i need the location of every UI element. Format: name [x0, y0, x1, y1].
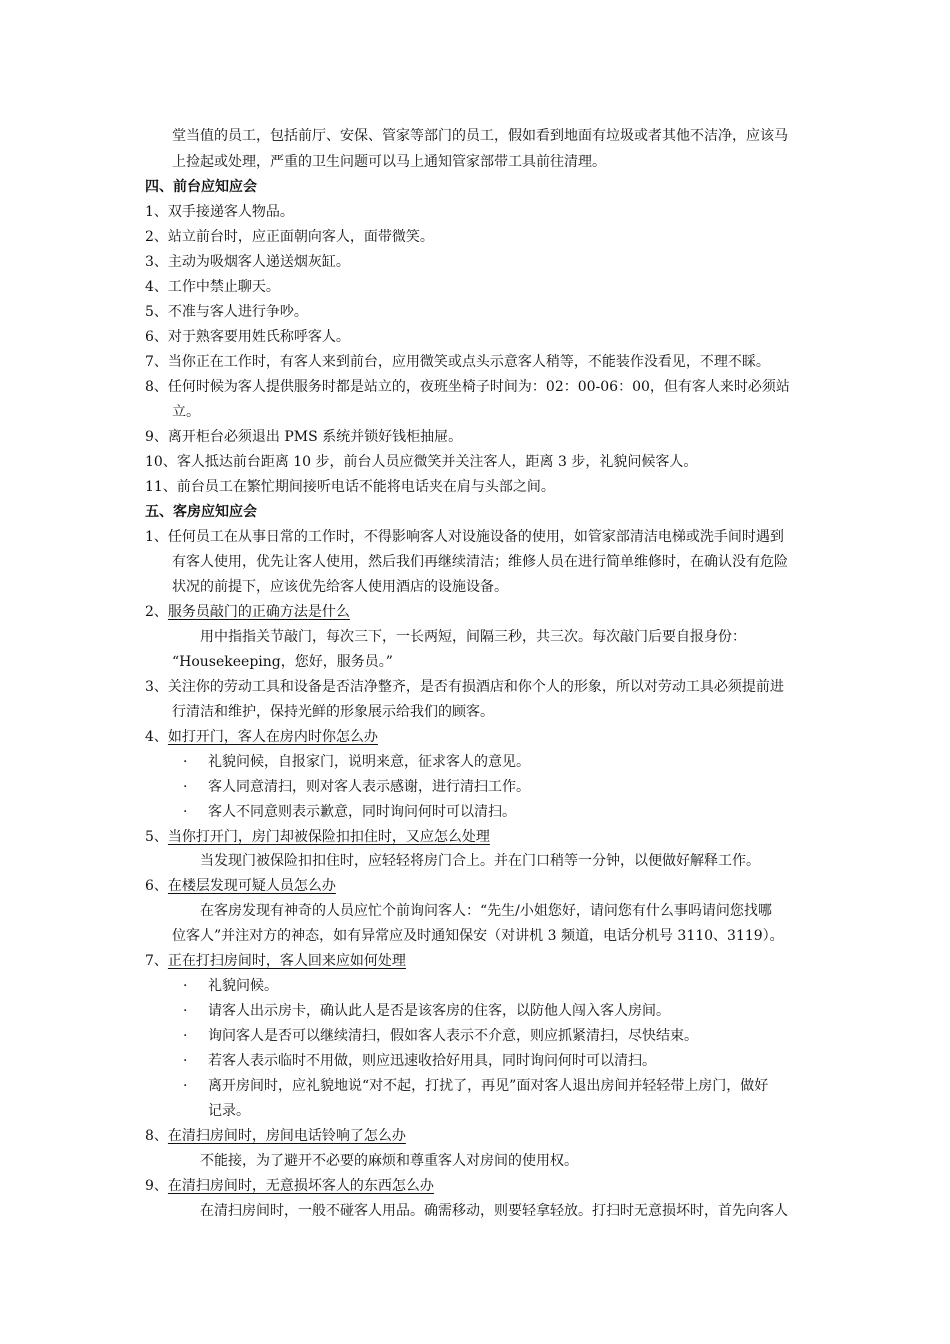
question-number: 2、 — [145, 604, 168, 620]
question-heading — [145, 827, 490, 847]
question-heading — [145, 951, 406, 971]
front-desk-item-continuation: 立。 — [172, 404, 200, 420]
question-title: 在清扫房间时，房间电话铃响了怎么办 — [167, 1128, 406, 1144]
housekeeping-item-3-line-1: 3、关注你的劳动工具和设备是否洁净整齐，是否有损酒店和你个人的形象，所以对劳动工具必须提前进 — [145, 679, 784, 695]
bullet-item: 请客人出示房卡，确认此人是否是该客房的住客，以防他人闯入客人房间。 — [208, 1003, 670, 1019]
question-title: 如打开门，客人在房内时你怎么办 — [167, 729, 378, 745]
answer-text: 在客房发现有神奇的人员应忙个前询问客人：“先生/小姐您好，请问您有什么事吗请问您找哪 — [200, 903, 772, 919]
front-desk-item: 5、不准与客人进行争吵。 — [145, 304, 308, 320]
front-desk-item: 1、双手接递客人物品。 — [145, 204, 294, 220]
answer-text: 用中指指关节敲门，每次三下，一长两短，间隔三秒，共三次。每次敲门后要自报身份： — [200, 629, 746, 645]
answer-text: 位客人”并注对方的神态，如有异常应及时通知保安（对讲机 3 频道，电话分机号 3110、3119）。 — [172, 928, 784, 944]
bullet-item: 询问客人是否可以继续清扫，假如客人表示不介意，则应抓紧清扫，尽快结束。 — [208, 1028, 698, 1044]
bullet-icon: · — [183, 978, 188, 994]
question-title: 正在打扫房间时，客人回来应如何处理 — [167, 953, 406, 969]
bullet-item-continuation: 记录。 — [208, 1103, 250, 1119]
bullet-item: 客人同意清扫，则对客人表示感谢，进行清扫工作。 — [208, 779, 530, 795]
question-heading — [145, 1126, 406, 1146]
bullet-item: 若客人表示临时不用做，则应迅速收拾好用具，同时询问何时可以清扫。 — [208, 1053, 656, 1069]
front-desk-item: 9、离开柜台必须退出 PMS 系统并锁好钱柜抽屉。 — [145, 429, 463, 445]
front-desk-item: 6、对于熟客要用姓氏称呼客人。 — [145, 329, 350, 345]
bullet-icon: · — [183, 754, 188, 770]
question-title: 在楼层发现可疑人员怎么办 — [167, 878, 336, 894]
bullet-item: 礼貌问候，自报家门，说明来意，征求客人的意见。 — [208, 754, 530, 770]
bullet-icon: · — [183, 1053, 188, 1069]
question-number: 8、 — [145, 1128, 168, 1144]
front-desk-item: 8、任何时候为客人提供服务时都是站立的，夜班坐椅子时间为：02：00-06：00，但有客人来时必须站 — [145, 379, 790, 395]
question-title: 服务员敲门的正确方法是什么 — [167, 604, 350, 620]
front-desk-item: 7、当你正在工作时，有客人来到前台，应用微笑或点头示意客人稍等，不能装作没看见，不理不睬。 — [145, 354, 770, 370]
answer-text: “Housekeeping，您好，服务员。” — [172, 654, 393, 670]
question-heading — [145, 602, 350, 622]
question-number: 6、 — [145, 878, 168, 894]
housekeeping-item-3-line-2: 行清洁和维护，保持光鲜的形象展示给我们的顾客。 — [172, 704, 494, 720]
front-desk-item: 3、主动为吸烟客人递送烟灰缸。 — [145, 254, 350, 270]
question-number: 9、 — [145, 1178, 168, 1194]
answer-text: 在清扫房间时，一般不碰客人用品。确需移动，则要轻拿轻放。打扫时无意损坏时，首先向客人 — [200, 1203, 788, 1219]
question-title: 当你打开门，房门却被保险扣扣住时，又应怎么处理 — [167, 829, 490, 845]
section-heading-housekeeping: 五、客房应知应会 — [145, 504, 257, 520]
question-number: 4、 — [145, 729, 168, 745]
question-number: 5、 — [145, 829, 168, 845]
bullet-item: 离开房间时，应礼貌地说“对不起，打扰了，再见”面对客人退出房间并轻轻带上房门，做好 — [208, 1078, 769, 1094]
housekeeping-item-1-line-3: 状况的前提下，应该优先给客人使用酒店的设施设备。 — [172, 579, 508, 595]
answer-text: 不能接，为了避开不必要的麻烦和尊重客人对房间的使用权。 — [200, 1153, 578, 1169]
question-heading — [145, 1176, 434, 1196]
housekeeping-item-1-line-2: 有客人使用，优先让客人使用，然后我们再继续清洁；维修人员在进行简单维修时，在确认没有危险 — [172, 554, 788, 570]
front-desk-item: 2、站立前台时，应正面朝向客人，面带微笑。 — [145, 229, 434, 245]
bullet-icon: · — [183, 1028, 188, 1044]
bullet-icon: · — [183, 1078, 188, 1094]
question-number: 7、 — [145, 953, 168, 969]
bullet-icon: · — [183, 779, 188, 795]
front-desk-item: 10、客人抵达前台距离 10 步，前台人员应微笑并关注客人，距离 3 步，礼貌问候客人。 — [145, 454, 698, 470]
bullet-item: 礼貌问候。 — [208, 978, 278, 994]
bullet-icon: · — [183, 804, 188, 820]
front-desk-item: 4、工作中禁止聊天。 — [145, 279, 280, 295]
section-heading-front-desk: 四、前台应知应会 — [145, 179, 257, 195]
front-desk-item: 11、前台员工在繁忙期间接听电话不能将电话夹在肩与头部之间。 — [145, 479, 555, 495]
bullet-item: 客人不同意则表示歉意，同时询问何时可以清扫。 — [208, 804, 516, 820]
question-heading — [145, 876, 336, 896]
housekeeping-item-1-line-1: 1、任何员工在从事日常的工作时，不得影响客人对设施设备的使用，如管家部清洁电梯或洗手间时遇到 — [145, 529, 784, 545]
intro-line-2: 上捡起或处理，严重的卫生问题可以马上通知管家部带工具前往清理。 — [172, 154, 606, 170]
intro-line-1: 堂当值的员工，包括前厅、安保、管家等部门的员工，假如看到地面有垃圾或者其他不洁净，应该马 — [172, 128, 788, 144]
question-title: 在清扫房间时，无意损坏客人的东西怎么办 — [167, 1178, 434, 1194]
bullet-icon: · — [183, 1003, 188, 1019]
question-heading — [145, 727, 378, 747]
answer-text: 当发现门被保险扣扣住时，应轻轻将房门合上。并在门口稍等一分钟，以便做好解释工作。 — [200, 853, 760, 869]
